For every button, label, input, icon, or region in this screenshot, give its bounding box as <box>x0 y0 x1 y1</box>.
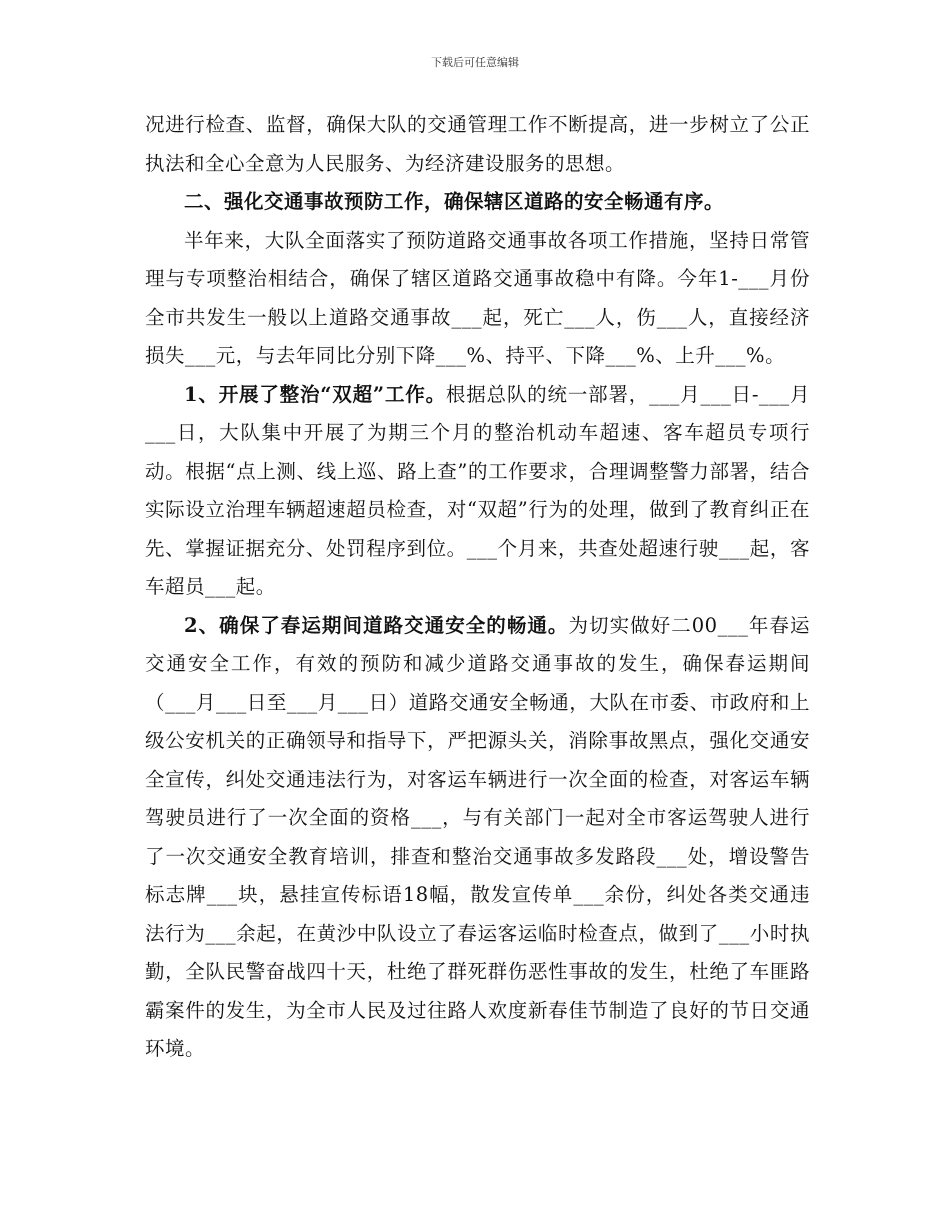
paragraph-item-1 <box>145 376 810 607</box>
paragraph-summary: 半年来，大队全面落实了预防道路交通事故各项工作措施，坚持日常管理与专项整治相结合，确保了辖区道路交通事故稳中有降。今年1-___月份全市共发生一般以上道路交通事故___起，死亡___人，伤___人，直接经济损失___元，与去年同比分别下降___%、持平、下降___%、上升___%。 <box>145 228 810 367</box>
item-2-text: 为切实做好二00___年春运交通安全工作，有效的预防和减少道路交通事故的发生，确保春运期间（___月___日至___月___日）道路交通安全畅通，大队在市委、市政府和上级公安机关的正确领导和指导下，严把源头关，消除事故黑点，强化交通安全宣传，纠处交通违法行为，对客运车辆进行一次全面的检查，对客运车辆驾驶员进行了一次全面的资格___，与有关部门一起对全市客运驾驶人进行了一次交通安全教育培训，排查和整治交通事故多发路段___处，增设警告标志牌___块，悬挂宣传标语18幅，散发宣传单___余份，纠处各类交通违法行为___余起，在黄沙中队设立了春运客运临时检查点，做到了___小时执勤，全队民警奋战四十天，杜绝了群死群伤恶性事故的发生，杜绝了车匪路霸案件的发生，为全市人民及过往路人欢度新春佳节制造了良好的节日交通环境。 <box>145 613 810 1060</box>
section-heading: 二、强化交通事故预防工作，确保辖区道路的安全畅通有序。 <box>184 190 725 213</box>
paragraph-continuation: 况进行检查、监督，确保大队的交通管理工作不断提高，进一步树立了公正执法和全心全意为人民服务、为经济建设服务的思想。 <box>145 113 810 175</box>
item-1-text: 根据总队的统一部署，___月___日-___月___日，大队集中开展了为期三个月的整治机动车超速、客车超员专项行动。根据“点上测、线上巡、路上查”的工作要求，合理调整警力部署，结合实际设立治理车辆超速超员检查，对“双超”行为的处理，做到了教育纠正在先、掌握证据充分、处罚程序到位。___个月来，共查处超速行驶___起，客车超员___起。 <box>145 382 810 598</box>
page-header: 下载后可任意编辑 <box>431 56 519 69</box>
document-body <box>145 106 810 1069</box>
item-1-lead: 1、开展了整治“双超”工作。 <box>184 382 446 406</box>
item-2-lead: 2、确保了春运期间道路交通安全的畅通。 <box>184 613 569 637</box>
paragraph-item-2 <box>145 607 810 1069</box>
